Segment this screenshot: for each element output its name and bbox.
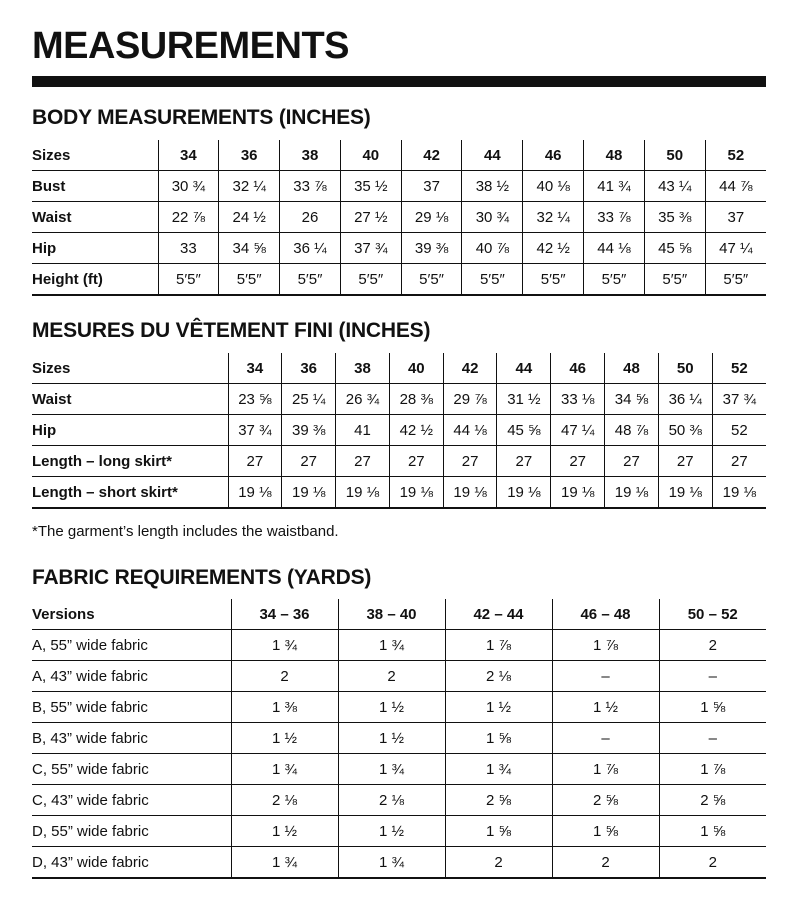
table-cell: 45 ⅝	[644, 233, 705, 264]
table-row	[32, 847, 766, 879]
table-cell: 27	[336, 446, 390, 477]
table-cell: 43 ¼	[644, 171, 705, 202]
table-cell: 5′5″	[219, 264, 280, 296]
table-cell: 32 ¼	[219, 171, 280, 202]
table-cell: 19 ⅛	[497, 477, 551, 509]
table-cell: 19 ⅛	[336, 477, 390, 509]
column-header: 38	[280, 140, 341, 171]
table-cell: 19 ⅛	[712, 477, 766, 509]
column-header: 50	[644, 140, 705, 171]
column-header: 36	[282, 353, 336, 384]
table-row	[32, 785, 766, 816]
table-cell: 5′5″	[340, 264, 401, 296]
table-cell: 37 ¾	[340, 233, 401, 264]
column-header: 40	[389, 353, 443, 384]
table-cell: –	[552, 661, 659, 692]
page-title: MEASUREMENTS	[32, 25, 350, 67]
header-label: Sizes	[32, 140, 158, 171]
table-cell: 1 ⅞	[659, 754, 766, 785]
row-label: B, 43” wide fabric	[32, 723, 231, 754]
table-cell: 1 ⅝	[659, 816, 766, 847]
table-cell: 47 ¼	[551, 415, 605, 446]
table-cell: 1 ½	[552, 692, 659, 723]
row-label: Length – short skirt*	[32, 477, 228, 509]
fabric-requirements-header-row	[32, 599, 766, 630]
table-cell: 5′5″	[644, 264, 705, 296]
header-label: Sizes	[32, 353, 228, 384]
table-cell: 27	[228, 446, 282, 477]
table-cell: 5′5″	[705, 264, 766, 296]
table-cell: 5′5″	[401, 264, 462, 296]
title-rule	[32, 76, 766, 87]
table-cell: 1 ¾	[445, 754, 552, 785]
column-header: 50	[658, 353, 712, 384]
table-cell: 2	[231, 661, 338, 692]
table-cell: 34 ⅝	[219, 233, 280, 264]
table-cell: 1 ¾	[231, 847, 338, 879]
table-cell: 2 ⅝	[445, 785, 552, 816]
table-cell: 1 ½	[338, 816, 445, 847]
table-cell: 2 ⅝	[552, 785, 659, 816]
table-cell: 27 ½	[340, 202, 401, 233]
table-row	[32, 661, 766, 692]
table-cell: 19 ⅛	[228, 477, 282, 509]
table-cell: 29 ⅞	[443, 384, 497, 415]
table-cell: 5′5″	[462, 264, 523, 296]
table-row	[32, 171, 766, 202]
table-cell: 33	[158, 233, 219, 264]
row-label: Height (ft)	[32, 264, 158, 296]
table-cell: 41 ¾	[584, 171, 645, 202]
column-header: 44	[497, 353, 551, 384]
table-cell: 1 ¾	[231, 754, 338, 785]
table-cell: 38 ½	[462, 171, 523, 202]
table-cell: 2	[338, 661, 445, 692]
table-cell: 40 ⅛	[523, 171, 584, 202]
column-header: 34 – 36	[231, 599, 338, 630]
row-label: C, 55” wide fabric	[32, 754, 231, 785]
row-label: Bust	[32, 171, 158, 202]
table-cell: 1 ⅞	[445, 630, 552, 661]
table-row	[32, 723, 766, 754]
fabric-requirements-title: FABRIC REQUIREMENTS (YARDS)	[32, 566, 372, 589]
table-cell: 31 ½	[497, 384, 551, 415]
table-cell: 27	[605, 446, 659, 477]
table-cell: 42 ½	[523, 233, 584, 264]
table-cell: 30 ¾	[158, 171, 219, 202]
table-cell: 5′5″	[584, 264, 645, 296]
table-cell: 2 ⅛	[231, 785, 338, 816]
table-cell: 27	[282, 446, 336, 477]
table-cell: 2	[445, 847, 552, 879]
table-cell: 1 ⅞	[552, 630, 659, 661]
column-header: 34	[228, 353, 282, 384]
table-cell: 1 ⅝	[445, 816, 552, 847]
table-cell: 19 ⅛	[658, 477, 712, 509]
table-cell: 42 ½	[389, 415, 443, 446]
table-cell: 27	[443, 446, 497, 477]
table-cell: 33 ⅞	[584, 202, 645, 233]
table-cell: 37 ¾	[228, 415, 282, 446]
column-header: 44	[462, 140, 523, 171]
table-row	[32, 264, 766, 296]
table-cell: 1 ½	[445, 692, 552, 723]
column-header: 38 – 40	[338, 599, 445, 630]
row-label: Hip	[32, 233, 158, 264]
table-cell: 5′5″	[523, 264, 584, 296]
table-cell: 23 ⅝	[228, 384, 282, 415]
column-header: 42	[401, 140, 462, 171]
table-row	[32, 754, 766, 785]
column-header: 50 – 52	[659, 599, 766, 630]
table-row	[32, 202, 766, 233]
table-cell: 1 ¾	[231, 630, 338, 661]
row-label: C, 43” wide fabric	[32, 785, 231, 816]
table-cell: –	[552, 723, 659, 754]
table-cell: 2	[659, 847, 766, 879]
finished-garment-table	[32, 353, 766, 509]
table-cell: 1 ⅝	[445, 723, 552, 754]
finished-garment-title: MESURES DU VÊTEMENT FINI (INCHES)	[32, 319, 431, 342]
table-cell: 27	[551, 446, 605, 477]
body-measurements-table	[32, 140, 766, 296]
row-label: D, 43” wide fabric	[32, 847, 231, 879]
table-cell: 2 ⅛	[445, 661, 552, 692]
table-cell: 33 ⅛	[551, 384, 605, 415]
table-cell: 44 ⅛	[443, 415, 497, 446]
table-cell: –	[659, 723, 766, 754]
table-cell: 45 ⅝	[497, 415, 551, 446]
table-cell: 36 ¼	[280, 233, 341, 264]
table-row	[32, 384, 766, 415]
fabric-requirements-table	[32, 599, 766, 879]
table-cell: 25 ¼	[282, 384, 336, 415]
table-cell: 5′5″	[280, 264, 341, 296]
table-cell: 37	[705, 202, 766, 233]
table-cell: 26	[280, 202, 341, 233]
table-cell: 1 ⅞	[552, 754, 659, 785]
column-header: 46	[523, 140, 584, 171]
table-cell: 48 ⅞	[605, 415, 659, 446]
table-cell: 41	[336, 415, 390, 446]
table-cell: 19 ⅛	[443, 477, 497, 509]
header-label: Versions	[32, 599, 231, 630]
table-cell: 5′5″	[158, 264, 219, 296]
table-cell: 1 ⅝	[552, 816, 659, 847]
footnote: *The garment’s length includes the waistband.	[32, 523, 339, 540]
table-row	[32, 816, 766, 847]
table-cell: 29 ⅛	[401, 202, 462, 233]
table-cell: 1 ½	[231, 723, 338, 754]
table-cell: 39 ⅜	[401, 233, 462, 264]
table-cell: 24 ½	[219, 202, 280, 233]
table-cell: 52	[712, 415, 766, 446]
body-measurements-title: BODY MEASUREMENTS (INCHES)	[32, 106, 371, 129]
table-row	[32, 446, 766, 477]
table-cell: 19 ⅛	[389, 477, 443, 509]
column-header: 52	[712, 353, 766, 384]
table-cell: 1 ½	[338, 692, 445, 723]
table-row	[32, 692, 766, 723]
table-cell: 2 ⅛	[338, 785, 445, 816]
table-cell: –	[659, 661, 766, 692]
table-cell: 19 ⅛	[605, 477, 659, 509]
table-cell: 1 ½	[231, 816, 338, 847]
row-label: B, 55” wide fabric	[32, 692, 231, 723]
table-cell: 44 ⅞	[705, 171, 766, 202]
table-cell: 2	[659, 630, 766, 661]
table-cell: 36 ¼	[658, 384, 712, 415]
row-label: A, 55” wide fabric	[32, 630, 231, 661]
table-row	[32, 233, 766, 264]
table-cell: 33 ⅞	[280, 171, 341, 202]
table-cell: 2	[552, 847, 659, 879]
table-cell: 1 ¾	[338, 630, 445, 661]
column-header: 42	[443, 353, 497, 384]
table-cell: 1 ¾	[338, 847, 445, 879]
table-cell: 44 ⅛	[584, 233, 645, 264]
table-cell: 1 ⅜	[231, 692, 338, 723]
table-cell: 22 ⅞	[158, 202, 219, 233]
table-row	[32, 415, 766, 446]
body-measurements-header-row	[32, 140, 766, 171]
column-header: 40	[340, 140, 401, 171]
table-cell: 27	[712, 446, 766, 477]
table-cell: 35 ½	[340, 171, 401, 202]
table-cell: 39 ⅜	[282, 415, 336, 446]
table-cell: 1 ½	[338, 723, 445, 754]
table-cell: 40 ⅞	[462, 233, 523, 264]
table-cell: 27	[389, 446, 443, 477]
table-row	[32, 477, 766, 509]
table-cell: 27	[658, 446, 712, 477]
column-header: 46	[551, 353, 605, 384]
column-header: 48	[584, 140, 645, 171]
finished-garment-header-row	[32, 353, 766, 384]
column-header: 42 – 44	[445, 599, 552, 630]
table-cell: 1 ⅝	[659, 692, 766, 723]
row-label: Hip	[32, 415, 228, 446]
row-label: Waist	[32, 384, 228, 415]
column-header: 36	[219, 140, 280, 171]
table-cell: 2 ⅝	[659, 785, 766, 816]
table-cell: 19 ⅛	[551, 477, 605, 509]
column-header: 48	[605, 353, 659, 384]
table-cell: 32 ¼	[523, 202, 584, 233]
table-cell: 47 ¼	[705, 233, 766, 264]
row-label: Waist	[32, 202, 158, 233]
table-cell: 50 ⅜	[658, 415, 712, 446]
column-header: 38	[336, 353, 390, 384]
table-cell: 26 ¾	[336, 384, 390, 415]
table-row	[32, 630, 766, 661]
table-cell: 28 ⅜	[389, 384, 443, 415]
column-header: 34	[158, 140, 219, 171]
table-cell: 37	[401, 171, 462, 202]
table-cell: 30 ¾	[462, 202, 523, 233]
table-cell: 1 ¾	[338, 754, 445, 785]
row-label: A, 43” wide fabric	[32, 661, 231, 692]
column-header: 52	[705, 140, 766, 171]
row-label: Length – long skirt*	[32, 446, 228, 477]
table-cell: 35 ⅜	[644, 202, 705, 233]
row-label: D, 55” wide fabric	[32, 816, 231, 847]
column-header: 46 – 48	[552, 599, 659, 630]
table-cell: 19 ⅛	[282, 477, 336, 509]
table-cell: 34 ⅝	[605, 384, 659, 415]
table-cell: 27	[497, 446, 551, 477]
table-cell: 37 ¾	[712, 384, 766, 415]
